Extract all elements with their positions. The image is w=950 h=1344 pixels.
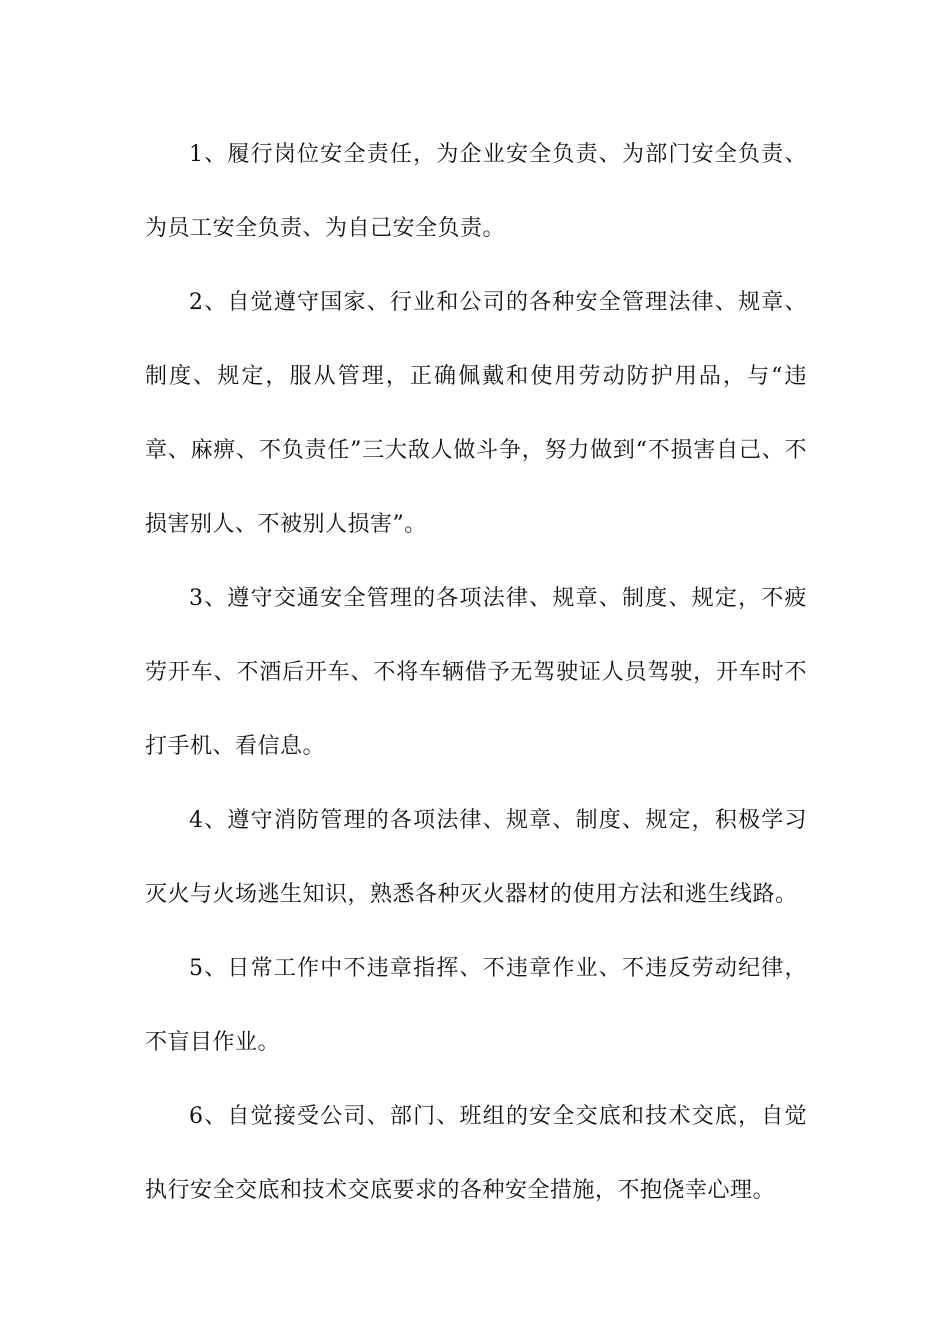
paragraph-2: 2、自觉遵守国家、行业和公司的各种安全管理法律、规章、制度、规定，服从管理，正确佩戴和使用劳动防护用品，与“违章、麻痹、不负责任”三大敌人做斗争，努力做到“不损害自己、不损害别人、不被别人损害”。 <box>145 290 807 537</box>
paragraph-6: 6、自觉接受公司、部门、班组的安全交底和技术交底，自觉执行安全交底和技术交底要求的各种安全措施，不抱侥幸心理。 <box>145 1104 807 1203</box>
paragraph-5: 5、日常工作中不违章指挥、不违章作业、不违反劳动纪律，不盲目作业。 <box>145 956 807 1055</box>
paragraph-3: 3、遵守交通安全管理的各项法律、规章、制度、规定，不疲劳开车、不酒后开车、不将车辆借予无驾驶证人员驾驶，开车时不打手机、看信息。 <box>145 586 807 759</box>
paragraph-1: 1、履行岗位安全责任，为企业安全负责、为部门安全负责、为员工安全负责、为自己安全负责。 <box>145 142 807 241</box>
paragraph-4: 4、遵守消防管理的各项法律、规章、制度、规定，积极学习灭火与火场逃生知识，熟悉各种灭火器材的使用方法和逃生线路。 <box>145 808 807 907</box>
document-body <box>145 118 807 1228</box>
